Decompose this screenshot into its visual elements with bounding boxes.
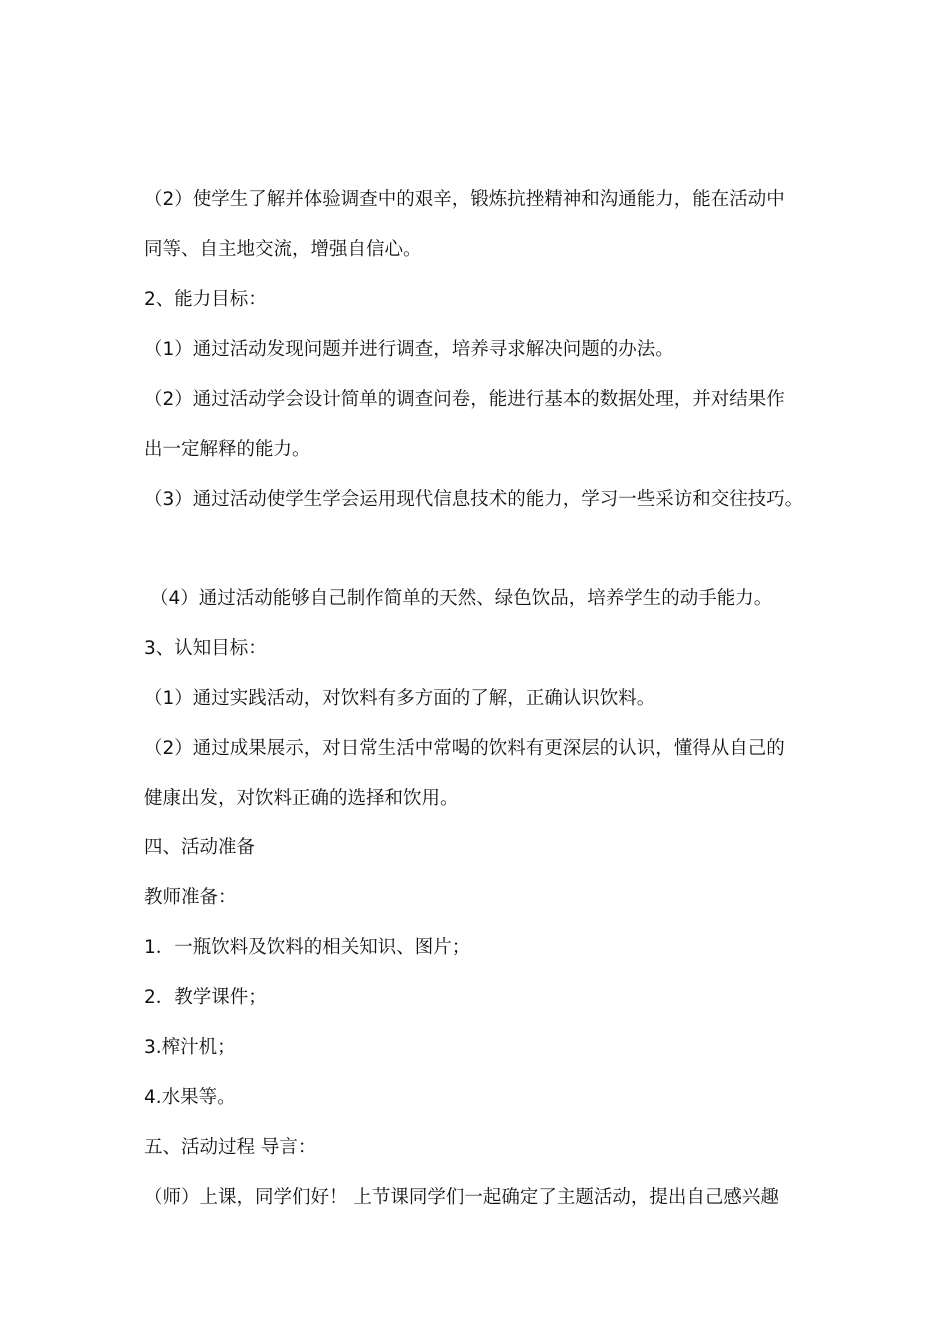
text-line-8: （4）通过活动能够自己制作简单的天然、绿色饮品，培养学生的动手能力。 <box>150 588 773 609</box>
text-line-5: （2）通过活动学会设计简单的调查问卷，能进行基本的数据处理，并对结果作 <box>144 389 785 410</box>
text-line-7: （3）通过活动使学生学会运用现代信息技术的能力，学习一些采访和交往技巧。 <box>144 489 804 510</box>
text-line-20: （师）上课，同学们好！ 上节课同学们一起确定了主题活动，提出自己感兴趣 <box>144 1187 779 1208</box>
text-teacher-prep: 教师准备： <box>144 887 237 908</box>
text-line-1: （2）使学生了解并体验调查中的艰辛，锻炼抗挫精神和沟通能力，能在活动中 <box>144 189 785 210</box>
text-line-2: 同等、自主地交流，增强自信心。 <box>144 239 422 260</box>
list-item-4: 4.水果等。 <box>144 1087 236 1108</box>
heading-cognitive-goals: 3、认知目标： <box>144 638 267 659</box>
heading-activity-preparation: 四、活动准备 <box>144 837 256 858</box>
text-line-11: （2）通过成果展示，对日常生活中常喝的饮料有更深层的认识，懂得从自己的 <box>144 738 785 759</box>
heading-activity-process: 五、活动过程 导言： <box>144 1137 317 1158</box>
heading-ability-goals: 2、能力目标： <box>144 289 267 310</box>
text-line-4: （1）通过活动发现问题并进行调查，培养寻求解决问题的办法。 <box>144 339 674 360</box>
list-item-1: 1．一瓶饮料及饮料的相关知识、图片； <box>144 937 471 958</box>
list-item-2: 2．教学课件； <box>144 987 267 1008</box>
text-line-6: 出一定解释的能力。 <box>144 439 311 460</box>
text-line-10: （1）通过实践活动，对饮料有多方面的了解，正确认识饮料。 <box>144 688 656 709</box>
text-line-12: 健康出发，对饮料正确的选择和饮用。 <box>144 788 459 809</box>
list-item-3: 3.榨汁机； <box>144 1037 236 1058</box>
